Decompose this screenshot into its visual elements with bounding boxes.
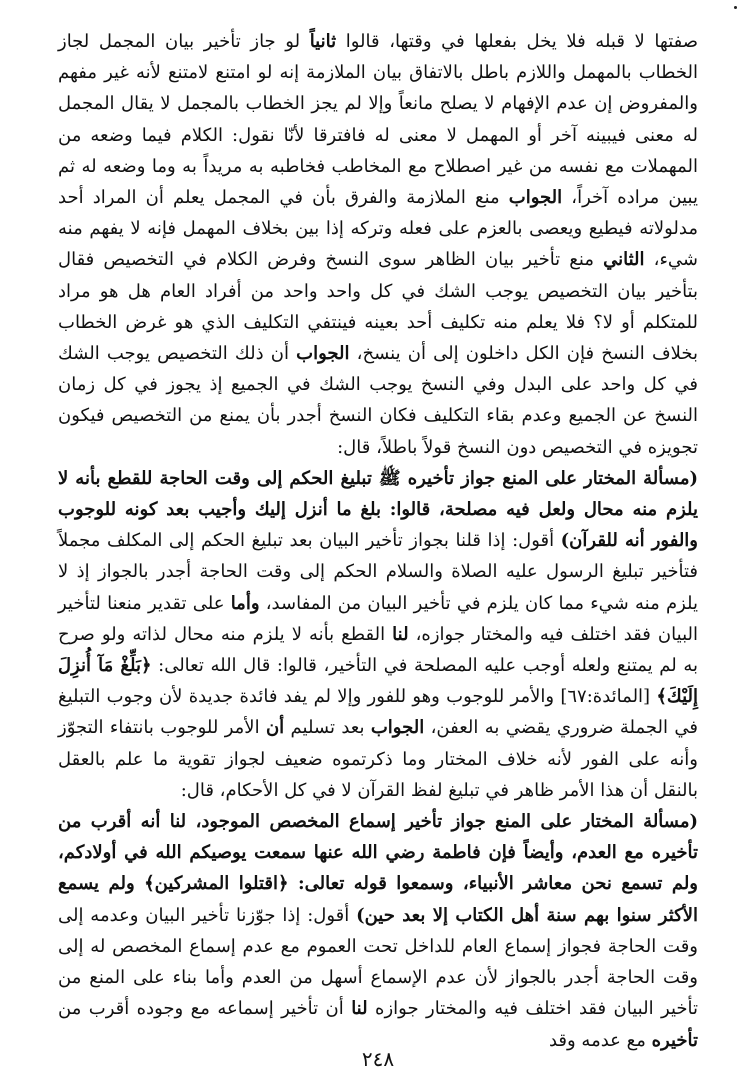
text-segment: أن ذلك التخصيص يوجب الشك في كل واحد على البدل وفي النسخ يوجب الشك في الجميع إذ يجوز في كل زمان النسخ عن الجميع وعدم بقاء التكليف فكان النسخ أجدر بأن يمنع من التخصيص فيكون تجويزه في التخصيص دون النسخ قولاً باطلاً، قال:	[58, 343, 698, 458]
bold-text-segment: تأخيره	[651, 1029, 698, 1051]
text-segment: صفتها لا قبله فلا يخل بفعلها في وقتها، قالوا	[336, 31, 699, 52]
bold-text-segment: لنا	[392, 623, 409, 645]
paragraph	[58, 806, 698, 1056]
bold-text-segment: الجواب	[508, 187, 563, 209]
bold-text-segment: وأما	[230, 592, 260, 614]
text-segment: أن تأخير إسماعه مع وجوده أقرب من	[58, 998, 352, 1020]
paragraph	[58, 26, 698, 463]
page-body-text	[58, 26, 698, 1056]
bold-text-segment: ﴿بَلِّغْ مَآ أُنزِلَ إِلَيْكَ﴾	[58, 655, 698, 708]
text-segment: القطع بأنه لا يلزم منه محال لذاته ولو صرح به لم يمتنع ولعله أوجب عليه المصلحة في التأخير، قالوا: قال الله تعالى:	[58, 623, 698, 677]
bold-text-segment: لنا	[351, 998, 368, 1020]
bold-text-segment: الجواب	[296, 343, 350, 365]
text-segment: [المائدة:٦٧] والأمر للوجوب وهو للفور وإلا لم يفد فائدة جديدة لأن وجوب التبليغ في الجملة ضروري يقضي به العفن،	[58, 686, 699, 739]
text-segment: أقول: إذا قلنا بجواز تأخير البيان بعد تبليغ الحكم إلى المكلف مجملاً فتأخير تبليغ الرسول عليه الصلاة والسلام الحكم إلى وقت الحاجة أجدر بالجواز إذ لا يلزم منه شيء مما كان يلزم في تأخير البيان من المفاسد،	[58, 530, 698, 614]
text-segment: منع الملازمة والفرق بأن في المجمل يعلم أن المراد أحد مدلولاته فيطيع ويعصى بالعزم على فعله وتركه إذا بين بخلاف المهمل فإنه لا يفهم منه شيء،	[58, 187, 698, 271]
bold-text-segment: الجواب	[370, 717, 425, 739]
book-page	[58, 26, 698, 1071]
text-segment: لو جاز تأخير بيان المجمل لجاز الخطاب بالمهمل واللازم باطل بالاتفاق بيان الملازمة إنه لو امتنع لامتنع لأنه غير مفهم والمفروض إن عدم الإفهام لا يصلح مانعاً وإلا لم يجز الخطاب بالمجمل لا يقال المجمل له معنى فيبينه آخر أو المهمل لا معنى له فافترقا لأنّا نقول: الكلام فيما وضعه من المهملات مع نفسه من غير اصطلاح مع المخاطب فخاطبه به مريداً به وما وضعه له ثم يبين مراده آخراً،	[58, 31, 698, 209]
text-segment: أقول: إذا جوّزنا تأخير البيان وعدمه إلى وقت الحاجة فجواز إسماع العام للداخل تحت العموم مع عدم إسماع المخصص له إلى وقت الحاجة أجدر بالجواز لأن عدم الإسماع أسهل من العدم وأما بناء على المنع من تأخير البيان فقد اختلف فيه والمختار جوازه	[58, 904, 699, 1020]
text-segment: على تقدير منعنا لتأخير البيان فقد اختلف فيه والمختار جوازه،	[58, 592, 698, 645]
page-number: ٢٤٨	[361, 1047, 395, 1071]
bold-text-segment: الثاني	[603, 249, 645, 271]
text-segment: منع تأخير بيان الظاهر سوى النسخ وفرض الكلام في التخصيص فقال بتأخير بيان التخصيص يوجب الشك في كل واحد واحد من أفراد العام هل هو مراد للمتكلم أو لا؟ فلا يعلم منه تكليف أحد بعينه فينتفي التكليف الذي هو غرض الخطاب بخلاف النسخ فإن الكل داخلون إلى أن ينسخ،	[58, 249, 698, 365]
text-segment: بعد تسليم	[284, 717, 371, 739]
bold-text-segment: أن	[265, 717, 285, 739]
corner-dot-mark	[734, 6, 737, 9]
paragraph	[58, 463, 698, 806]
text-segment: الأمر للوجوب بانتفاء التجوّز وأنه على الفور لأنه خلاف المختار وما ذكرتموه ضعيف لجواز تقوية ما علم بالعقل بالنقل أن هذا الأمر ظاهر في تبليغ لفظ القرآن لا في كل الأحكام، قال:	[58, 717, 698, 801]
bold-text-segment: ثانياً	[309, 31, 337, 52]
bold-text-segment: (مسألة المختار على المنع جواز تأخيره ﷺ تبليغ الحكم إلى وقت الحاجة للقطع بأنه لا يلزم منه محال ولعل فيه مصلحة، قالوا: بلغ ما أنزل إليك وأجيب بعد كونه للوجوب والفور أنه للقرآن)	[58, 467, 698, 552]
bold-text-segment: (مسألة المختار على المنع جواز تأخير إسماع المخصص الموجود، لنا أنه أقرب من تأخيره مع العدم، وأيضاً فإن فاطمة رضي الله عنها سمعت يوصيكم الله في أولادكم، ولم تسمع نحن معاشر الأنبياء، وسمعوا قوله تعالى: ﴿اقتلوا المشركين﴾ ولم يسمع الأكثر سنوا بهم سنة أهل الكتاب إلا بعد حين)	[58, 811, 698, 926]
text-segment: مع عدمه وقد	[548, 1029, 652, 1051]
